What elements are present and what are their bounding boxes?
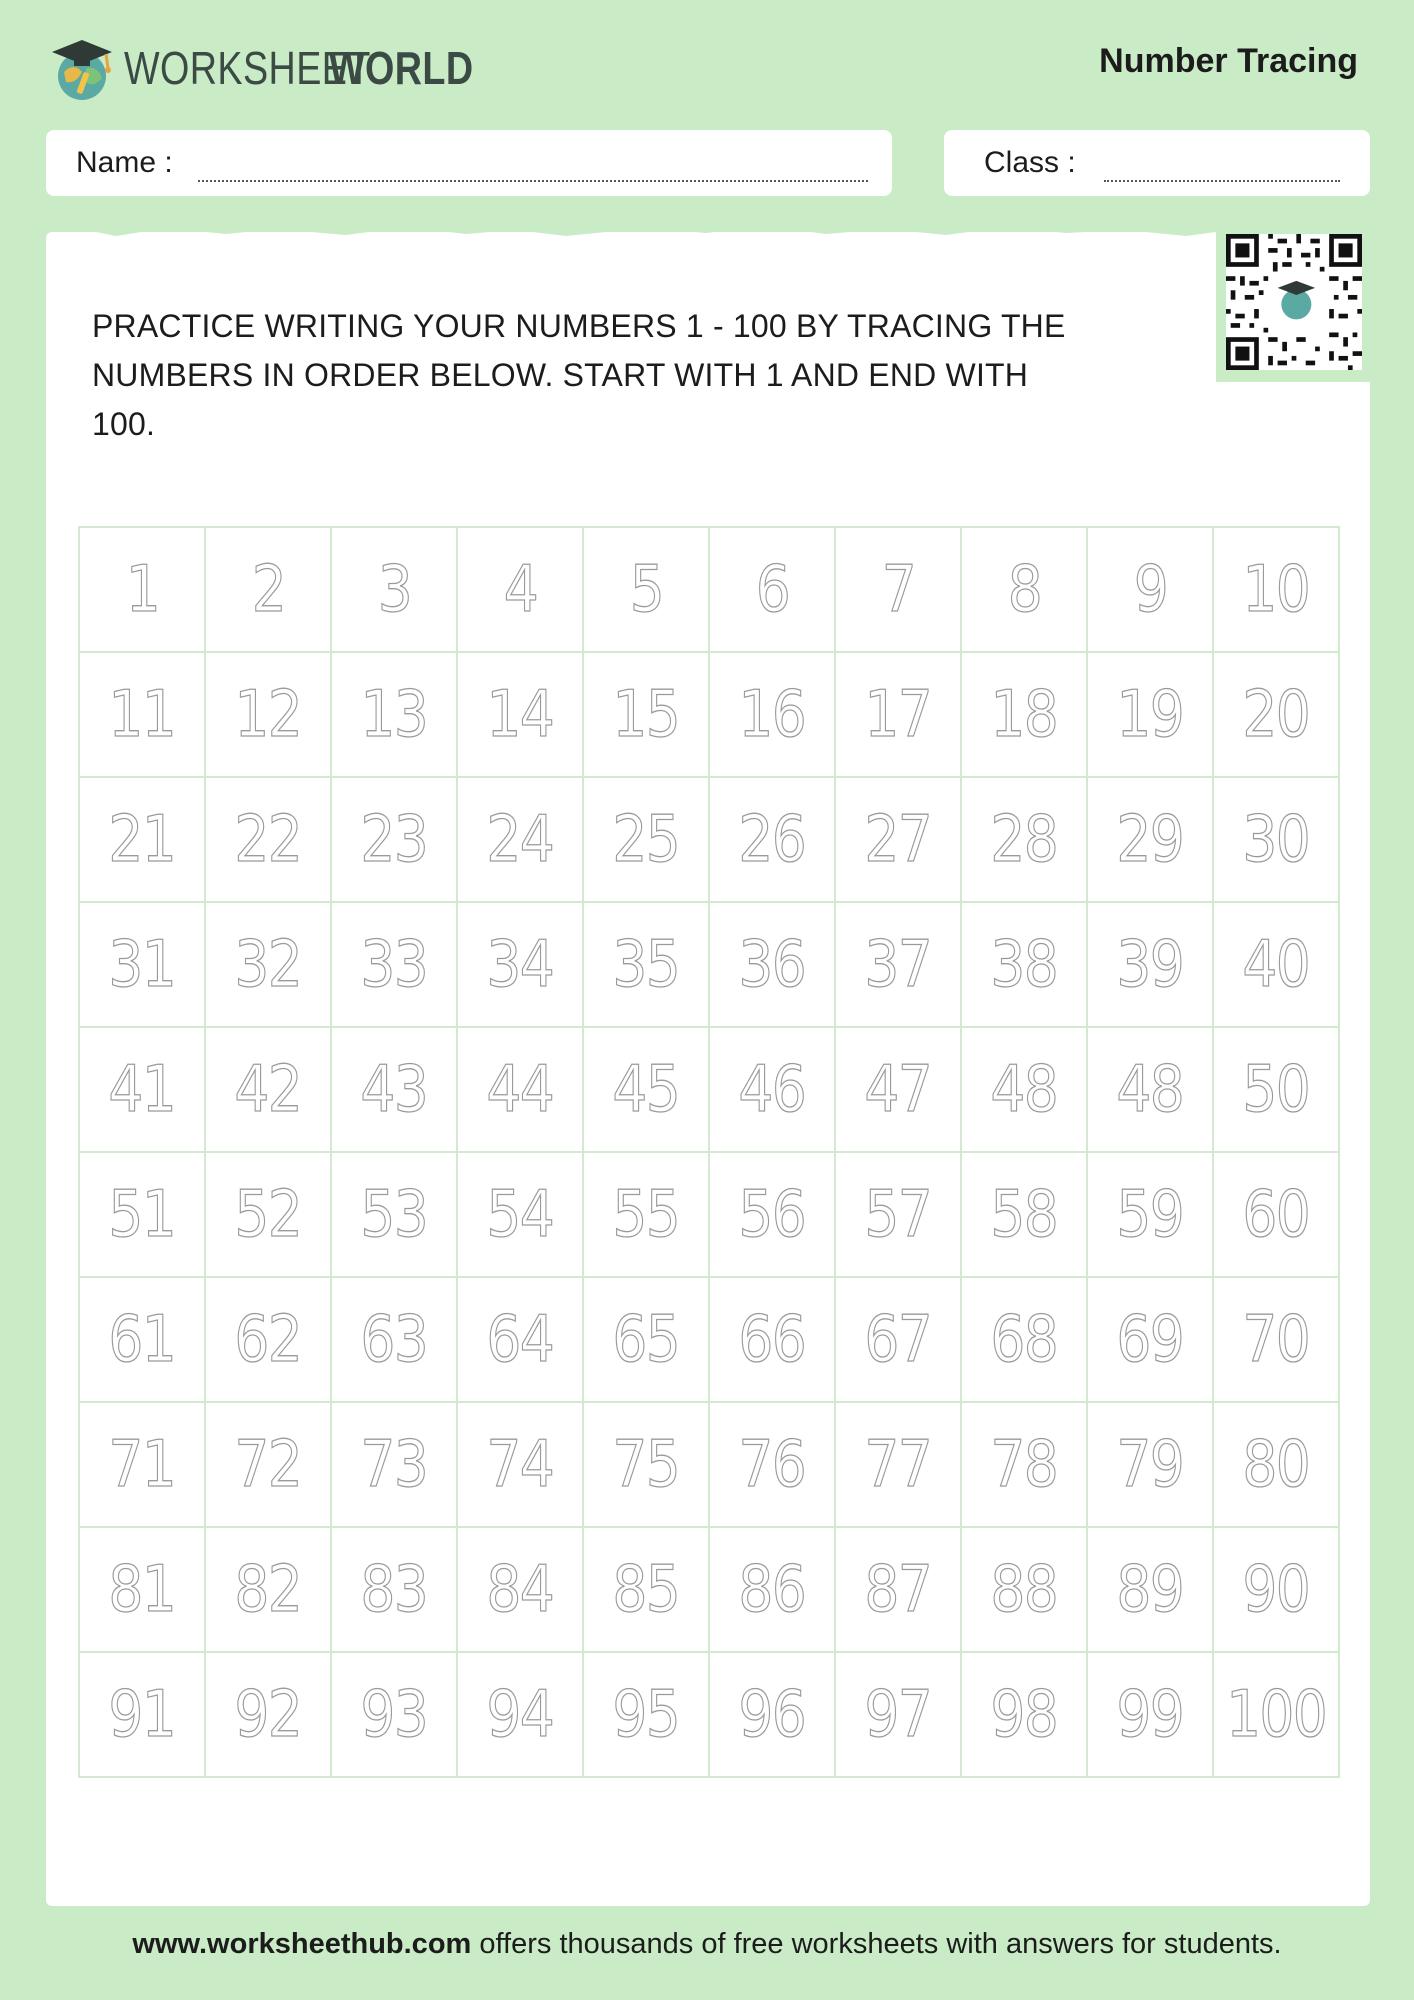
trace-number: 91 [108,1677,176,1752]
trace-number: 42 [234,1052,302,1127]
grid-cell [710,653,836,778]
grid-cell [584,653,710,778]
grid-cell [962,1278,1088,1403]
grid-cell [836,528,962,653]
grid-cell [458,528,584,653]
trace-number: 39 [1116,927,1184,1002]
trace-number: 43 [360,1052,428,1127]
grid-cell [1214,653,1340,778]
trace-number: 9 [1133,552,1167,627]
grid-cell [710,903,836,1028]
grid-cell [962,528,1088,653]
footer-site-link[interactable]: www.worksheethub.com [132,1928,472,1960]
grid-cell [206,528,332,653]
trace-number: 35 [612,927,680,1002]
grid-cell [1088,1278,1214,1403]
trace-number: 51 [108,1177,176,1252]
trace-number: 71 [108,1427,176,1502]
grid-cell [80,1028,206,1153]
brand-name [124,42,474,94]
grid-cell [962,903,1088,1028]
grid-cell [962,1153,1088,1278]
grid-cell [80,1403,206,1528]
grid-cell [836,903,962,1028]
trace-number: 83 [360,1552,428,1627]
trace-number: 67 [864,1302,932,1377]
trace-number: 64 [486,1302,554,1377]
grid-cell [1088,1528,1214,1653]
grid-cell [584,1028,710,1153]
trace-number: 29 [1116,802,1184,877]
grid-cell [962,653,1088,778]
grid-cell [332,778,458,903]
trace-number: 33 [360,927,428,1002]
trace-number: 26 [738,802,806,877]
grid-cell [836,1153,962,1278]
trace-number: 96 [738,1677,806,1752]
grid-cell [206,1278,332,1403]
qr-code-frame [1216,228,1372,382]
trace-number: 38 [990,927,1058,1002]
trace-number: 80 [1242,1427,1310,1502]
grid-cell [206,1653,332,1778]
grid-cell [962,1528,1088,1653]
trace-number: 66 [738,1302,806,1377]
trace-number: 54 [486,1177,554,1252]
grid-cell [332,1153,458,1278]
trace-number: 3 [377,552,411,627]
grid-cell [332,528,458,653]
grid-cell [836,1653,962,1778]
grid-cell [80,528,206,653]
grid-cell [332,1403,458,1528]
trace-number: 77 [864,1427,932,1502]
grid-cell [206,1528,332,1653]
trace-number: 20 [1242,677,1310,752]
trace-number: 46 [738,1052,806,1127]
trace-number: 22 [234,802,302,877]
trace-number: 8 [1007,552,1041,627]
trace-number: 2 [251,552,285,627]
grid-cell [584,1528,710,1653]
trace-number: 31 [108,927,176,1002]
grid-cell [332,1028,458,1153]
instructions-text: PRACTICE WRITING YOUR NUMBERS 1 - 100 BY TRACING THE NUMBERS IN ORDER BELOW. START WITH 1 AND END WITH 100. [92,308,1066,442]
grid-cell [584,1653,710,1778]
name-input-line[interactable] [198,180,868,182]
grid-cell [1214,1028,1340,1153]
torn-paper-edge [46,222,1370,252]
trace-number: 75 [612,1427,680,1502]
grid-cell [1214,903,1340,1028]
trace-number: 76 [738,1427,806,1502]
footer [0,1928,1414,1961]
grid-cell [458,653,584,778]
trace-number: 94 [486,1677,554,1752]
number-tracing-grid [78,526,1340,1778]
trace-number: 98 [990,1677,1058,1752]
trace-number: 99 [1116,1677,1184,1752]
trace-number: 28 [990,802,1058,877]
class-field-box [944,130,1370,196]
grid-cell [1214,1528,1340,1653]
grid-cell [1088,778,1214,903]
class-input-line[interactable] [1104,180,1340,182]
trace-number: 48 [990,1052,1058,1127]
trace-number: 37 [864,927,932,1002]
grid-cell [458,778,584,903]
trace-number: 52 [234,1177,302,1252]
grid-cell [584,1153,710,1278]
trace-number: 89 [1116,1552,1184,1627]
trace-number: 78 [990,1427,1058,1502]
qr-code-icon [1226,234,1362,370]
trace-number: 7 [881,552,915,627]
grid-cell [1088,903,1214,1028]
grid-cell [1214,528,1340,653]
grid-cell [836,1028,962,1153]
trace-number: 62 [234,1302,302,1377]
trace-number: 4 [503,552,537,627]
trace-number: 87 [864,1552,932,1627]
grid-cell [458,903,584,1028]
name-label: Name : [76,146,173,179]
trace-number: 55 [612,1177,680,1252]
grid-cell [332,1528,458,1653]
trace-number: 45 [612,1052,680,1127]
grid-cell [1214,778,1340,903]
trace-number: 5 [629,552,663,627]
grid-cell [80,1653,206,1778]
grid-cell [458,1403,584,1528]
brand-light: WORKSHEET [124,42,371,94]
grid-cell [710,1153,836,1278]
trace-number: 92 [234,1677,302,1752]
trace-number: 72 [234,1427,302,1502]
grid-cell [710,528,836,653]
grid-cell [1088,528,1214,653]
trace-number: 10 [1242,552,1310,627]
trace-number: 1 [125,552,159,627]
trace-number: 95 [612,1677,680,1752]
trace-number: 100 [1226,1677,1326,1752]
trace-number: 81 [108,1552,176,1627]
trace-number: 93 [360,1677,428,1752]
grid-cell [206,903,332,1028]
trace-number: 85 [612,1552,680,1627]
brand-bold: WORLD [329,42,474,94]
trace-number: 70 [1242,1302,1310,1377]
grid-cell [710,1653,836,1778]
grid-cell [962,1403,1088,1528]
trace-number: 61 [108,1302,176,1377]
grid-cell [962,1028,1088,1153]
grid-cell [458,1528,584,1653]
grid-cell [836,1278,962,1403]
grid-cell [458,1278,584,1403]
grid-cell [1214,1403,1340,1528]
grid-cell [710,778,836,903]
grid-cell [80,778,206,903]
trace-number: 41 [108,1052,176,1127]
trace-number: 17 [864,677,932,752]
trace-number: 86 [738,1552,806,1627]
trace-number: 84 [486,1552,554,1627]
trace-number: 40 [1242,927,1310,1002]
grid-cell [1214,1153,1340,1278]
trace-number: 47 [864,1052,932,1127]
trace-number: 79 [1116,1427,1184,1502]
grid-cell [710,1403,836,1528]
trace-number: 13 [360,677,428,752]
grid-cell [962,1653,1088,1778]
trace-number: 24 [486,802,554,877]
trace-number: 11 [108,677,176,752]
grid-cell [206,778,332,903]
worksheet-title: Number Tracing [1099,42,1358,80]
trace-number: 90 [1242,1552,1310,1627]
grid-cell [458,1153,584,1278]
trace-number: 34 [486,927,554,1002]
trace-number: 32 [234,927,302,1002]
grid-cell [332,903,458,1028]
grid-cell [80,653,206,778]
grid-cell [458,1653,584,1778]
trace-number: 59 [1116,1177,1184,1252]
trace-number: 74 [486,1427,554,1502]
trace-number: 97 [864,1677,932,1752]
grid-cell [836,1528,962,1653]
grid-cell [1088,1403,1214,1528]
worksheet-world-logo-icon [46,32,118,104]
trace-number: 15 [612,677,680,752]
grid-cell [1088,1153,1214,1278]
grid-cell [710,1278,836,1403]
trace-number: 6 [755,552,789,627]
grid-cell [1088,1653,1214,1778]
grid-cell [1214,1278,1340,1403]
grid-cell [206,1403,332,1528]
trace-number: 50 [1242,1052,1310,1127]
trace-number: 21 [108,802,176,877]
trace-number: 60 [1242,1177,1310,1252]
grid-cell [206,1028,332,1153]
trace-number: 68 [990,1302,1058,1377]
grid-cell [584,778,710,903]
trace-number: 69 [1116,1302,1184,1377]
trace-number: 27 [864,802,932,877]
grid-cell [1088,653,1214,778]
grid-cell [458,1028,584,1153]
grid-cell [332,1653,458,1778]
trace-number: 48 [1116,1052,1184,1127]
trace-number: 14 [486,677,554,752]
grid-cell [1214,1653,1340,1778]
trace-number: 44 [486,1052,554,1127]
grid-cell [584,1278,710,1403]
grid-cell [80,1153,206,1278]
grid-cell [584,528,710,653]
trace-number: 63 [360,1302,428,1377]
grid-cell [332,1278,458,1403]
trace-number: 82 [234,1552,302,1627]
trace-number: 53 [360,1177,428,1252]
trace-number: 65 [612,1302,680,1377]
grid-cell [206,1153,332,1278]
trace-number: 25 [612,802,680,877]
grid-cell [80,1528,206,1653]
grid-cell [584,903,710,1028]
grid-cell [206,653,332,778]
trace-number: 30 [1242,802,1310,877]
trace-number: 23 [360,802,428,877]
name-field-box [46,130,892,196]
header [0,0,1414,120]
trace-number: 16 [738,677,806,752]
grid-cell [80,1278,206,1403]
grid-cell [332,653,458,778]
trace-number: 56 [738,1177,806,1252]
trace-number: 12 [234,677,302,752]
trace-number: 18 [990,677,1058,752]
grid-cell [836,778,962,903]
trace-number: 88 [990,1552,1058,1627]
grid-cell [962,778,1088,903]
grid-cell [710,1528,836,1653]
trace-number: 36 [738,927,806,1002]
trace-number: 19 [1116,677,1184,752]
grid-cell [584,1403,710,1528]
grid-cell [836,653,962,778]
class-label: Class : [984,146,1076,179]
trace-number: 58 [990,1177,1058,1252]
grid-cell [710,1028,836,1153]
grid-cell [836,1403,962,1528]
footer-text: offers thousands of free worksheets with answers for students. [471,1928,1282,1960]
trace-number: 73 [360,1427,428,1502]
grid-cell [1088,1028,1214,1153]
grid-cell [80,903,206,1028]
trace-number: 57 [864,1177,932,1252]
